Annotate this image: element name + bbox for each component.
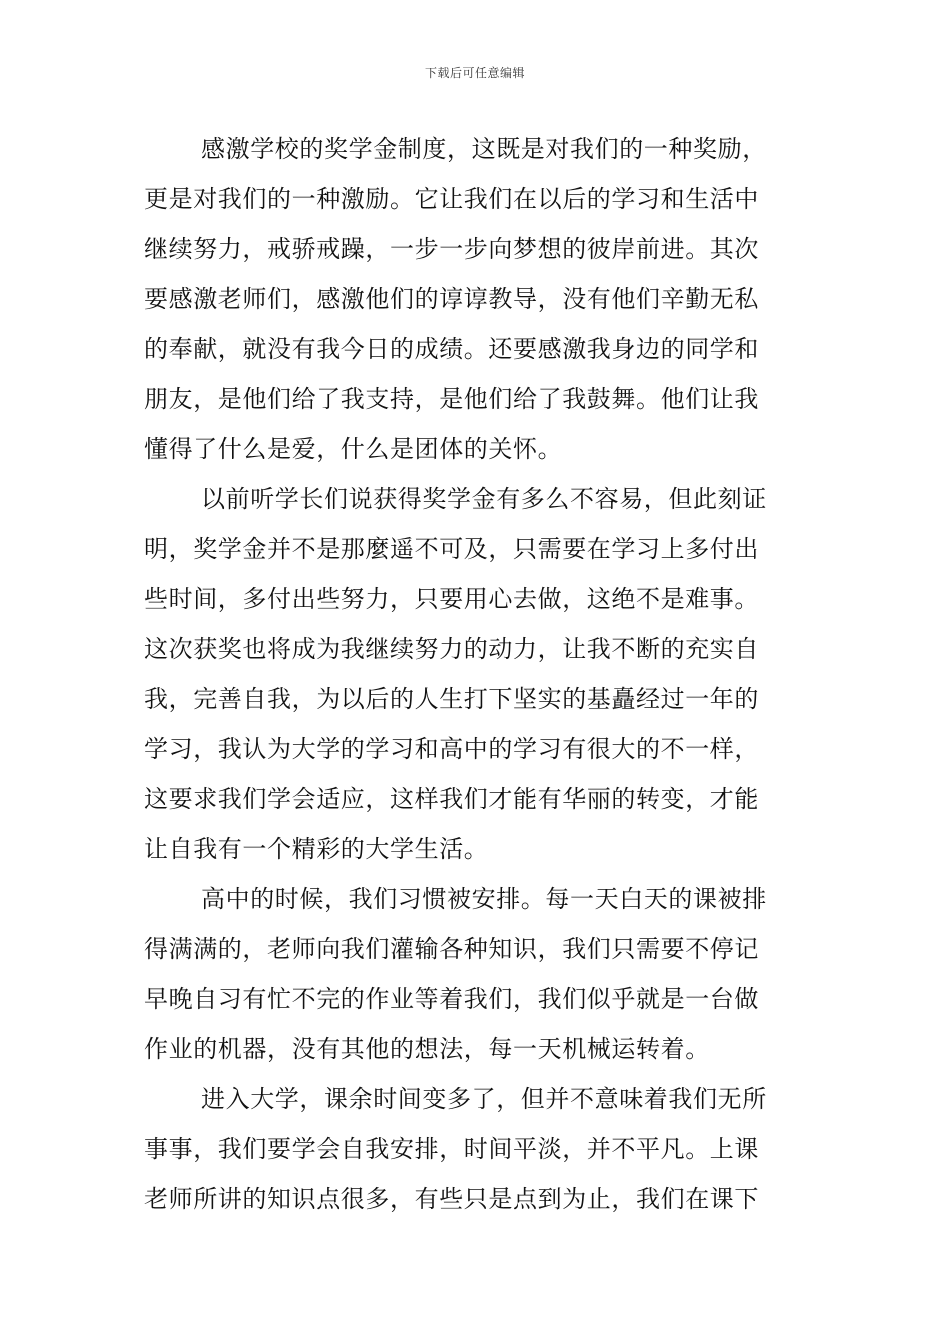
document-body	[144, 124, 808, 1224]
paragraph-4	[144, 1074, 808, 1224]
text-line: 更是对我们的一种激励。它让我们在以后的学习和生活中	[144, 185, 759, 213]
text-line: 高中的时候，我们习惯被安排。每一天白天的课被排	[201, 885, 767, 913]
text-line: 懂得了什么是爱，什么是团体的关怀。	[144, 435, 563, 463]
text-line: 早晚自习有忙不完的作业等着我们，我们似乎就是一台做	[144, 985, 759, 1013]
text-line: 得满满的，老师向我们灌输各种知识，我们只需要不停记	[144, 935, 759, 963]
paragraph-1	[144, 124, 808, 474]
text-line: 我，完善自我，为以后的人生打下坚实的基矗经过一年的	[144, 685, 759, 713]
text-line: 老师所讲的知识点很多，有些只是点到为止，我们在课下	[144, 1185, 759, 1213]
text-line: 的奉献，就没有我今日的成绩。还要感激我身边的同学和	[144, 335, 759, 363]
page-header: 下载后可任意编辑	[424, 66, 525, 80]
text-line: 进入大学，课余时间变多了，但并不意味着我们无所	[201, 1085, 767, 1113]
text-line: 事事，我们要学会自我安排，时间平淡，并不平凡。上课	[144, 1135, 759, 1163]
text-line: 作业的机器，没有其他的想法，每一天机械运转着。	[144, 1035, 710, 1063]
text-line: 明，奖学金并不是那麼遥不可及，只需要在学习上多付出	[144, 535, 759, 563]
text-line: 感激学校的奖学金制度，这既是对我们的一种奖励，	[201, 135, 767, 163]
text-line: 朋友，是他们给了我支持，是他们给了我鼓舞。他们让我	[144, 385, 759, 413]
text-line: 些时间，多付出些努力，只要用心去做，这绝不是难事。	[144, 585, 759, 613]
text-line: 要感激老师们，感激他们的谆谆教导，没有他们辛勤无私	[144, 285, 759, 313]
text-line: 这要求我们学会适应，这样我们才能有华丽的转变，才能	[144, 785, 759, 813]
paragraph-2	[144, 474, 808, 874]
text-line: 继续努力，戒骄戒躁，一步一步向梦想的彼岸前进。其次	[144, 235, 759, 263]
paragraph-3	[144, 874, 808, 1074]
text-line: 学习，我认为大学的学习和高中的学习有很大的不一样，	[144, 735, 759, 763]
text-line: 这次获奖也将成为我继续努力的动力，让我不断的充实自	[144, 635, 759, 663]
text-line: 让自我有一个精彩的大学生活。	[144, 835, 489, 863]
text-line: 以前听学长们说获得奖学金有多么不容易，但此刻证	[201, 485, 767, 513]
